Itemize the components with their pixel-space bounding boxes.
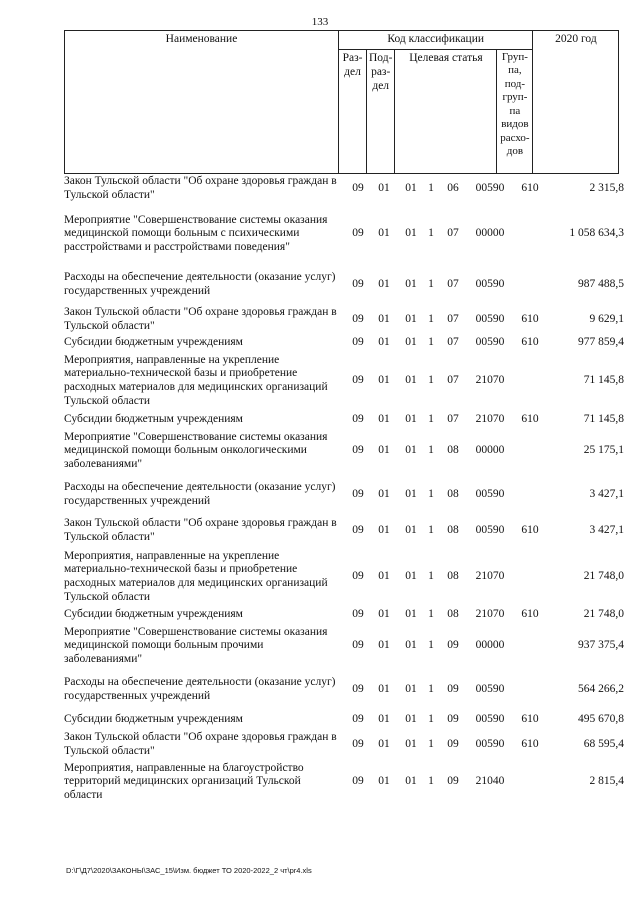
table-row	[64, 607, 624, 622]
table-row	[64, 670, 624, 710]
table-row	[64, 412, 624, 427]
row-name: Мероприятие "Совершенствование системы оказания медицинской помощи больным с психическими расстройствами и расстройствами поведения"	[64, 213, 328, 253]
header-name: Наименование	[65, 31, 339, 174]
row-target-3: 07	[447, 278, 459, 291]
row-target-3: 08	[447, 570, 459, 583]
row-razdel: 09	[352, 412, 364, 425]
table-row	[64, 760, 624, 804]
row-target-1: 01	[405, 278, 417, 291]
row-sum: 9 629,1	[589, 313, 624, 326]
row-target-4: 00590	[475, 335, 505, 348]
row-target-1: 01	[405, 412, 417, 425]
row-razdel: 09	[352, 335, 364, 348]
row-razdel: 09	[352, 524, 364, 537]
row-name: Расходы на обеспечение деятельности (оказание услуг) государственных учреждений	[64, 481, 336, 507]
row-target-3: 09	[447, 775, 459, 788]
row-target-2: 1	[428, 738, 434, 751]
header-podrazdel: Под- раз- дел	[367, 49, 395, 173]
row-name: Закон Тульской области "Об охране здоровья граждан в Тульской области"	[64, 306, 337, 332]
row-target-2: 1	[428, 570, 434, 583]
row-razdel: 09	[352, 713, 364, 726]
row-target-1: 01	[405, 313, 417, 326]
row-target-2: 1	[428, 713, 434, 726]
row-name: Субсидии бюджетным учреждениям	[64, 335, 243, 348]
row-target-4: 21070	[475, 412, 505, 425]
row-podrazdel: 01	[378, 444, 390, 457]
row-razdel: 09	[352, 607, 364, 620]
header-razdel: Раз- дел	[339, 49, 367, 173]
row-name: Расходы на обеспечение деятельности (оказание услуг) государственных учреждений	[64, 271, 336, 297]
row-sum: 2 815,4	[589, 775, 624, 788]
row-podrazdel: 01	[378, 713, 390, 726]
table-body	[64, 175, 624, 804]
row-target-2: 1	[428, 182, 434, 195]
row-sum: 2 315,8	[589, 182, 624, 195]
table-row	[64, 730, 624, 760]
row-target-4: 00590	[475, 683, 505, 696]
table-row	[64, 350, 624, 412]
row-sum: 25 175,1	[583, 444, 624, 457]
row-vr: 610	[521, 524, 539, 537]
row-target-1: 01	[405, 683, 417, 696]
row-razdel: 09	[352, 227, 364, 240]
row-target-2: 1	[428, 607, 434, 620]
row-razdel: 09	[352, 444, 364, 457]
row-target-2: 1	[428, 227, 434, 240]
row-vr: 610	[521, 335, 539, 348]
row-target-3: 08	[447, 607, 459, 620]
row-sum: 564 266,2	[578, 683, 624, 696]
table-row	[64, 547, 624, 607]
row-name: Закон Тульской области "Об охране здоровья граждан в Тульской области"	[64, 517, 337, 543]
row-podrazdel: 01	[378, 335, 390, 348]
header-target: Целевая статья	[395, 49, 497, 173]
row-razdel: 09	[352, 182, 364, 195]
row-target-4: 00590	[475, 738, 505, 751]
row-target-3: 08	[447, 444, 459, 457]
row-name: Мероприятия, направленные на укрепление материально-технической базы и приобретение расходных материалов для медицинских организаций Тульской области	[64, 549, 328, 603]
table-row	[64, 710, 624, 730]
row-name: Субсидии бюджетным учреждениям	[64, 607, 243, 620]
row-razdel: 09	[352, 313, 364, 326]
row-target-4: 00000	[475, 227, 505, 240]
table-row	[64, 515, 624, 547]
table-row	[64, 305, 624, 335]
row-podrazdel: 01	[378, 313, 390, 326]
row-target-4: 21070	[475, 374, 505, 387]
row-podrazdel: 01	[378, 182, 390, 195]
row-target-2: 1	[428, 374, 434, 387]
row-target-3: 07	[447, 335, 459, 348]
row-podrazdel: 01	[378, 775, 390, 788]
row-podrazdel: 01	[378, 683, 390, 696]
row-sum: 1 058 634,3	[569, 227, 624, 240]
row-vr: 610	[521, 412, 539, 425]
table-row	[64, 622, 624, 670]
row-target-4: 00590	[475, 278, 505, 291]
row-target-2: 1	[428, 683, 434, 696]
row-razdel: 09	[352, 278, 364, 291]
row-sum: 71 145,8	[583, 412, 624, 425]
row-target-1: 01	[405, 570, 417, 583]
row-target-4: 00590	[475, 313, 505, 326]
row-name: Субсидии бюджетным учреждениям	[64, 713, 243, 726]
row-sum: 3 427,1	[589, 524, 624, 537]
row-name: Мероприятие "Совершенствование системы оказания медицинской помощи больным онкологическими заболеваниями"	[64, 430, 328, 470]
row-razdel: 09	[352, 639, 364, 652]
row-target-3: 06	[447, 182, 459, 195]
row-target-4: 00000	[475, 639, 505, 652]
row-target-1: 01	[405, 227, 417, 240]
row-target-2: 1	[428, 488, 434, 501]
row-vr: 610	[521, 607, 539, 620]
row-target-3: 09	[447, 713, 459, 726]
row-name: Мероприятия, направленные на благоустройство территорий медицинских организаций Тульской области	[64, 761, 304, 801]
row-target-1: 01	[405, 524, 417, 537]
header-year: 2020 год	[533, 31, 619, 174]
row-target-3: 08	[447, 488, 459, 501]
row-target-4: 21040	[475, 775, 505, 788]
row-razdel: 09	[352, 738, 364, 751]
row-target-2: 1	[428, 278, 434, 291]
row-target-2: 1	[428, 444, 434, 457]
table-row	[64, 203, 624, 265]
table-header	[64, 30, 619, 174]
row-razdel: 09	[352, 570, 364, 583]
row-target-1: 01	[405, 639, 417, 652]
row-target-3: 07	[447, 374, 459, 387]
row-vr: 610	[521, 738, 539, 751]
row-target-4: 21070	[475, 570, 505, 583]
row-target-1: 01	[405, 738, 417, 751]
row-target-3: 07	[447, 313, 459, 326]
row-target-2: 1	[428, 639, 434, 652]
row-vr: 610	[521, 313, 539, 326]
page-number: 133	[311, 16, 329, 28]
row-name: Закон Тульской области "Об охране здоровья граждан в Тульской области"	[64, 175, 337, 201]
row-target-1: 01	[405, 488, 417, 501]
table-row	[64, 335, 624, 350]
row-podrazdel: 01	[378, 374, 390, 387]
row-podrazdel: 01	[378, 639, 390, 652]
row-target-3: 08	[447, 524, 459, 537]
row-target-4: 00590	[475, 182, 505, 195]
row-podrazdel: 01	[378, 570, 390, 583]
row-target-2: 1	[428, 412, 434, 425]
row-sum: 987 488,5	[578, 278, 624, 291]
row-target-1: 01	[405, 335, 417, 348]
row-sum: 21 748,0	[583, 570, 624, 583]
row-podrazdel: 01	[378, 278, 390, 291]
row-podrazdel: 01	[378, 524, 390, 537]
row-sum: 937 375,4	[578, 639, 624, 652]
row-target-3: 07	[447, 227, 459, 240]
row-target-4: 00590	[475, 488, 505, 501]
row-name: Расходы на обеспечение деятельности (оказание услуг) государственных учреждений	[64, 676, 336, 702]
row-target-3: 09	[447, 683, 459, 696]
row-razdel: 09	[352, 775, 364, 788]
row-razdel: 09	[352, 488, 364, 501]
row-sum: 977 859,4	[578, 335, 624, 348]
row-target-4: 00590	[475, 524, 505, 537]
row-name: Закон Тульской области "Об охране здоровья граждан в Тульской области"	[64, 731, 337, 757]
table-row	[64, 475, 624, 515]
table-row	[64, 265, 624, 305]
row-sum: 71 145,8	[583, 374, 624, 387]
row-podrazdel: 01	[378, 607, 390, 620]
row-podrazdel: 01	[378, 738, 390, 751]
row-target-1: 01	[405, 182, 417, 195]
row-target-4: 21070	[475, 607, 505, 620]
row-target-2: 1	[428, 524, 434, 537]
row-target-2: 1	[428, 313, 434, 326]
row-sum: 3 427,1	[589, 488, 624, 501]
row-podrazdel: 01	[378, 488, 390, 501]
row-target-4: 00000	[475, 444, 505, 457]
header-vr: Груп- па, под- груп- па видов расхо- дов	[497, 49, 533, 173]
row-sum: 21 748,0	[583, 607, 624, 620]
row-target-2: 1	[428, 775, 434, 788]
row-target-1: 01	[405, 713, 417, 726]
row-name: Субсидии бюджетным учреждениям	[64, 412, 243, 425]
row-target-3: 07	[447, 412, 459, 425]
table-row	[64, 427, 624, 475]
row-target-1: 01	[405, 444, 417, 457]
row-razdel: 09	[352, 683, 364, 696]
row-target-2: 1	[428, 335, 434, 348]
file-path-footer: D:\Г\Д7\2020\ЗАКОНЫ\ЗАС_15\Изм. бюджет ТО 2020-2022_2 чт\pr4.xls	[66, 866, 312, 875]
row-target-1: 01	[405, 374, 417, 387]
row-name: Мероприятия, направленные на укрепление материально-технической базы и приобретение расходных материалов для медицинских организаций Тульской области	[64, 353, 328, 407]
row-vr: 610	[521, 182, 539, 195]
row-target-1: 01	[405, 775, 417, 788]
row-sum: 68 595,4	[583, 738, 624, 751]
row-podrazdel: 01	[378, 227, 390, 240]
header-code-group: Код классификации	[339, 31, 533, 50]
row-sum: 495 670,8	[578, 713, 624, 726]
row-razdel: 09	[352, 374, 364, 387]
row-name: Мероприятие "Совершенствование системы оказания медицинской помощи больным прочими заболеваниями"	[64, 625, 328, 665]
row-podrazdel: 01	[378, 412, 390, 425]
row-target-3: 09	[447, 738, 459, 751]
row-target-4: 00590	[475, 713, 505, 726]
row-target-1: 01	[405, 607, 417, 620]
row-target-3: 09	[447, 639, 459, 652]
row-vr: 610	[521, 713, 539, 726]
table-row	[64, 175, 624, 203]
